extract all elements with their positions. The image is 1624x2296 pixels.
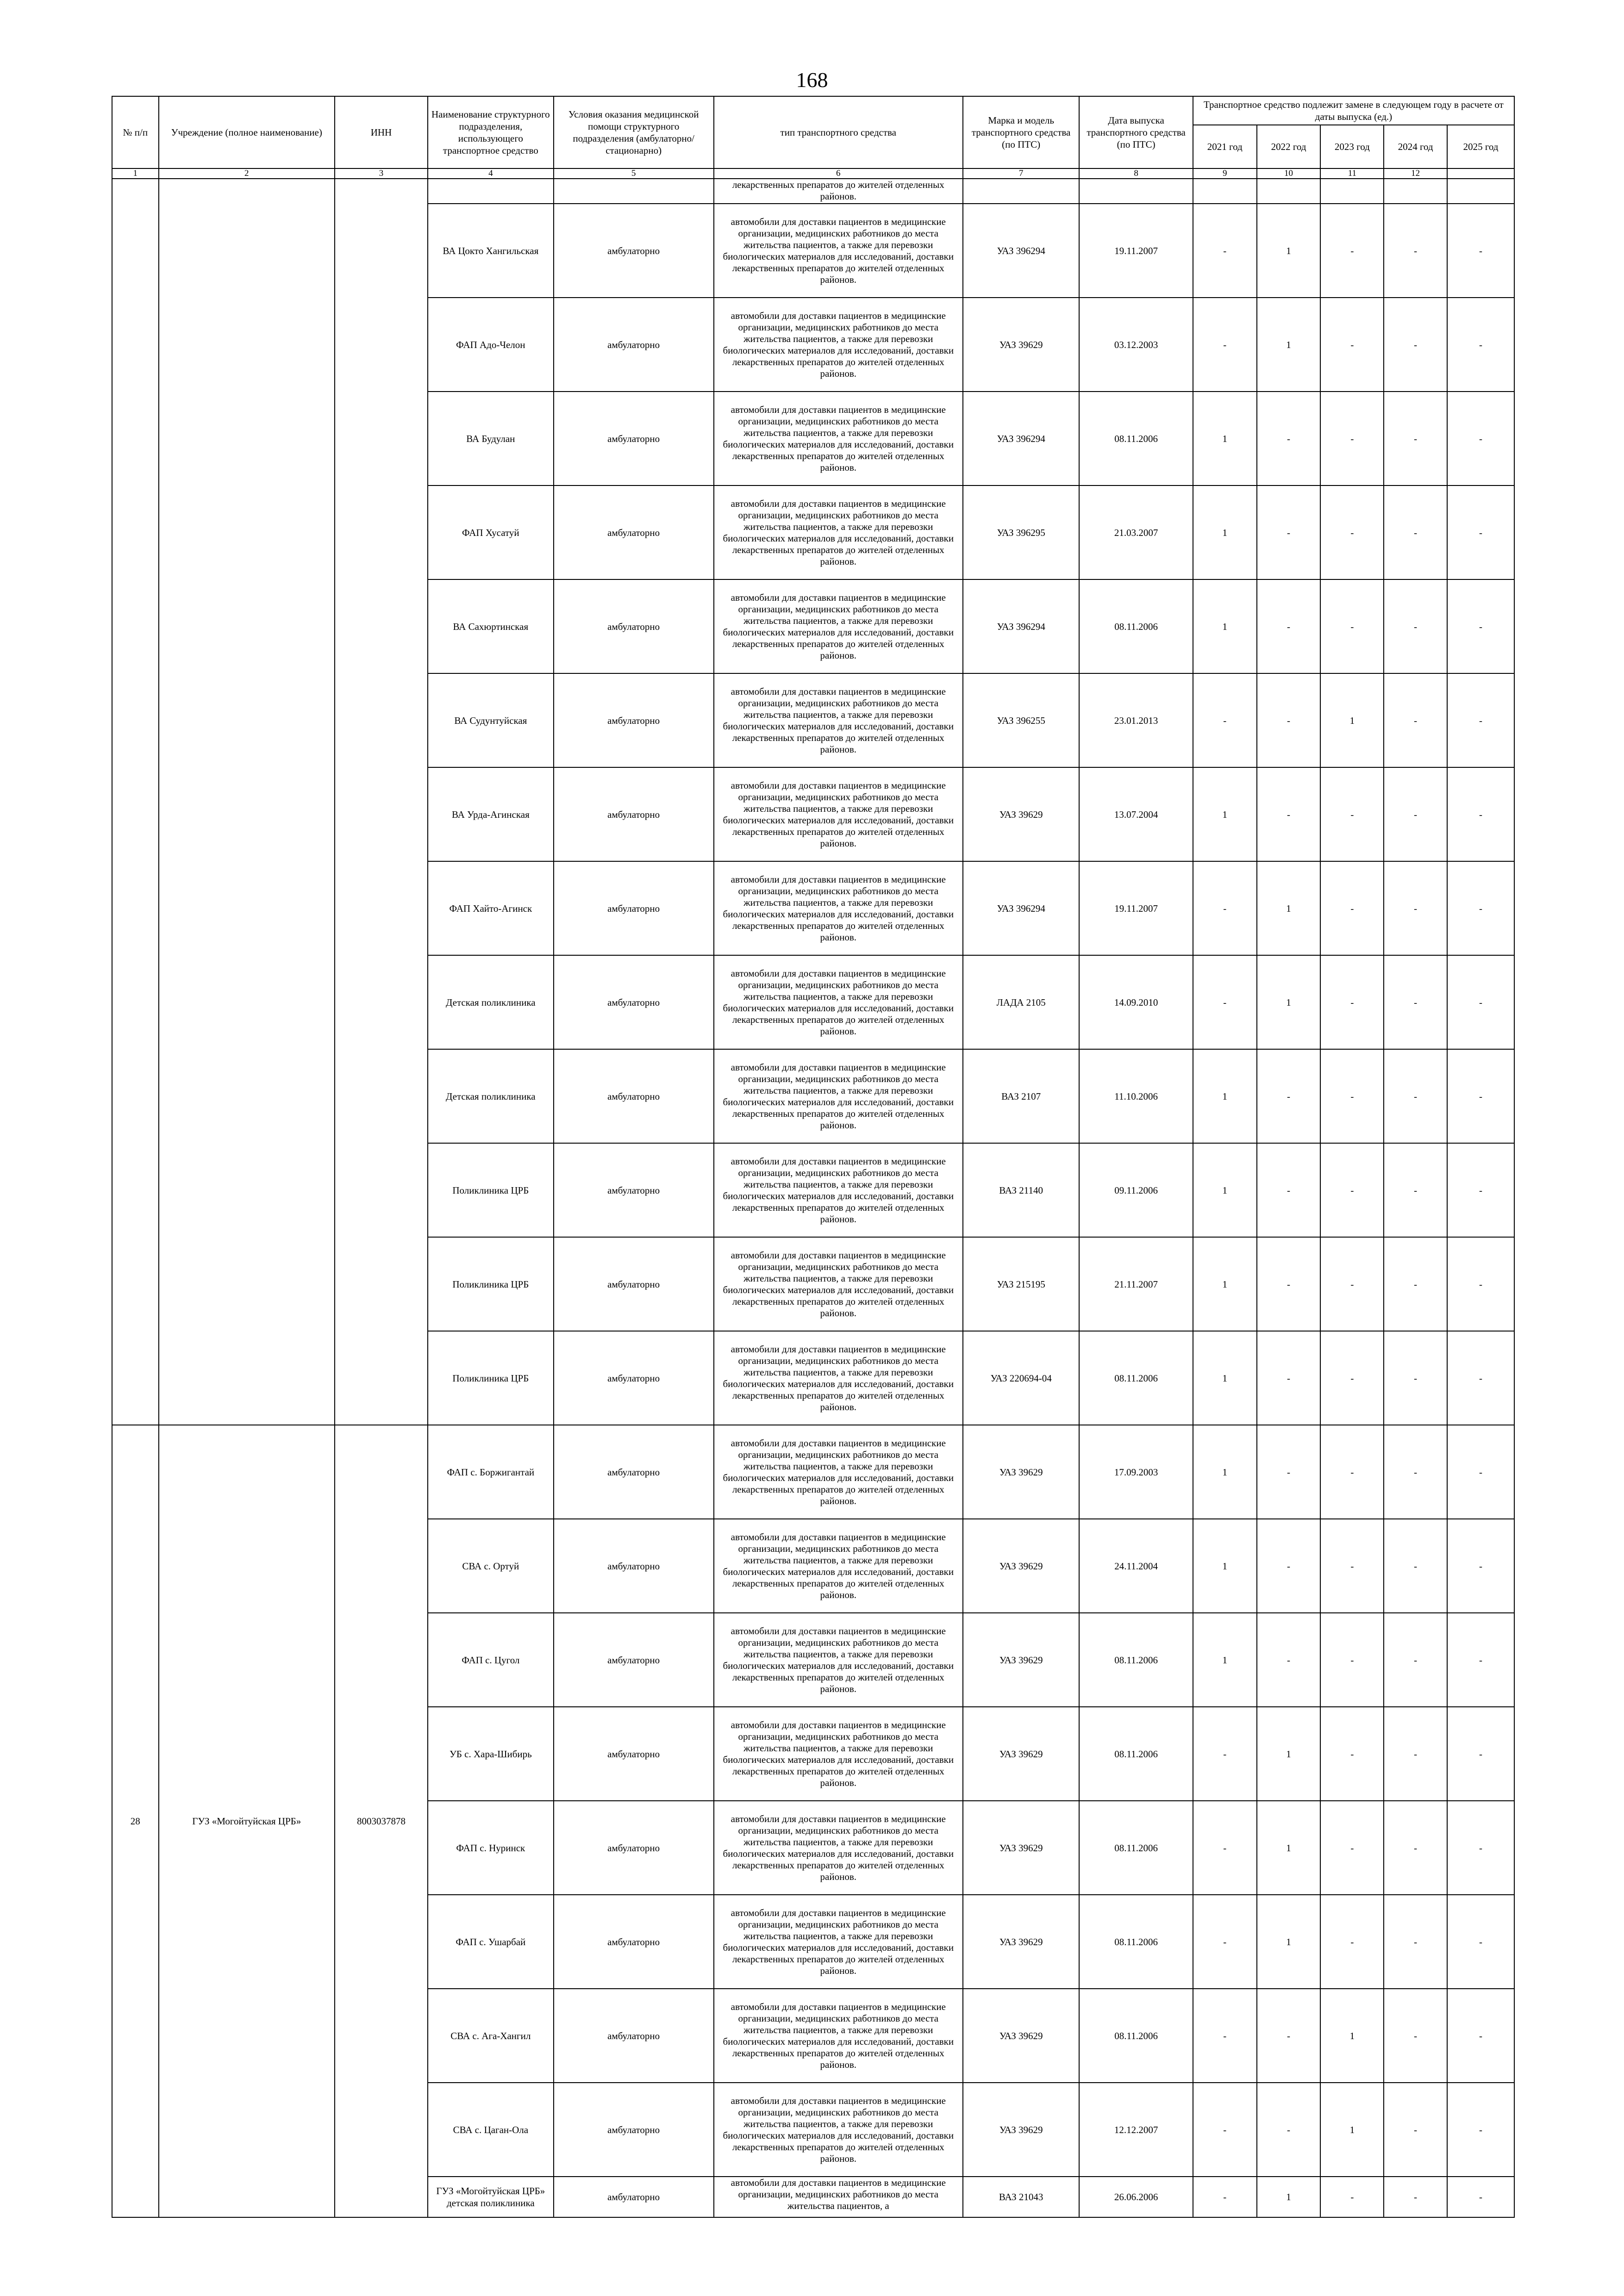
model-cell: УАЗ 39629 [963, 1519, 1079, 1613]
subdivision-cell: Поликлиника ЦРБ [428, 1143, 554, 1237]
conditions-cell: амбулаторно [554, 1237, 714, 1331]
year-2022-cell: 1 [1257, 298, 1321, 392]
year-2021-cell: - [1193, 861, 1257, 955]
subdivision-cell: ВА Будулан [428, 392, 554, 485]
conditions-cell: амбулаторно [554, 1707, 714, 1801]
year-2023-cell: - [1320, 485, 1384, 579]
subdivision-cell: Детская поликлиника [428, 955, 554, 1049]
year-2022-cell: - [1257, 1519, 1321, 1613]
empty-cell [1320, 179, 1384, 204]
year-2021-cell: - [1193, 1989, 1257, 2083]
conditions-cell: амбулаторно [554, 485, 714, 579]
vehicle-type-cell: автомобили для доставки пациентов в медицинские организации, медицинских работников до места жительства пациентов, а также для перевозки биологических материалов для исследований, доставки лекарственных препаратов до жителей отделенных районов. [714, 1331, 963, 1425]
vehicle-replacement-table [112, 96, 1515, 2218]
model-cell: УАЗ 39629 [963, 1989, 1079, 2083]
subdivision-cell: Детская поликлиника [428, 1049, 554, 1143]
conditions-cell: амбулаторно [554, 204, 714, 298]
subdivision-cell: ФАП Адо-Челон [428, 298, 554, 392]
subdivision-cell: СВА с. Цаган-Ола [428, 2083, 554, 2177]
vehicle-type-cell: автомобили для доставки пациентов в медицинские организации, медицинских работников до места жительства пациентов, а также для перевозки биологических материалов для исследований, доставки лекарственных препаратов до жителей отделенных районов. [714, 861, 963, 955]
year-2022-cell: - [1257, 767, 1321, 861]
empty-cell [1384, 179, 1447, 204]
year-2025-cell: - [1447, 1519, 1514, 1613]
vehicle-type-cell: автомобили для доставки пациентов в медицинские организации, медицинских работников до места жительства пациентов, а также для перевозки биологических материалов для исследований, доставки лекарственных препаратов до жителей отделенных районов. [714, 1801, 963, 1895]
year-2024-cell: - [1384, 1895, 1447, 1989]
model-cell: УАЗ 39629 [963, 298, 1079, 392]
conditions-cell: амбулаторно [554, 1801, 714, 1895]
subdivision-cell [428, 179, 554, 204]
year-2023-cell: - [1320, 1425, 1384, 1519]
column-number: 7 [963, 168, 1079, 179]
model-cell: УАЗ 39629 [963, 1707, 1079, 1801]
column-number: 10 [1257, 168, 1321, 179]
year-2021-cell: 1 [1193, 767, 1257, 861]
year-2023-cell: - [1320, 767, 1384, 861]
conditions-cell: амбулаторно [554, 2083, 714, 2177]
year-2021-cell: - [1193, 298, 1257, 392]
vehicle-type-cell: автомобили для доставки пациентов в медицинские организации, медицинских работников до места жительства пациентов, а также для перевозки биологических материалов для исследований, доставки лекарственных препаратов до жителей отделенных районов. [714, 392, 963, 485]
release-date-cell: 26.06.2006 [1079, 2177, 1193, 2217]
year-2021-cell: 1 [1193, 392, 1257, 485]
conditions-cell: амбулаторно [554, 767, 714, 861]
year-2024-cell: - [1384, 579, 1447, 673]
header-institution: Учреждение (полное наименование) [159, 96, 335, 168]
year-2022-cell: - [1257, 1613, 1321, 1707]
year-2021-cell: 1 [1193, 1049, 1257, 1143]
year-2022-cell: 1 [1257, 955, 1321, 1049]
year-2022-cell: - [1257, 485, 1321, 579]
conditions-cell: амбулаторно [554, 1989, 714, 2083]
column-number: 2 [159, 168, 335, 179]
vehicle-type-cell: автомобили для доставки пациентов в медицинские организации, медицинских работников до места жительства пациентов, а [714, 2177, 963, 2217]
year-2023-cell: - [1320, 1707, 1384, 1801]
model-cell: ВАЗ 21140 [963, 1143, 1079, 1237]
model-cell: УАЗ 396294 [963, 579, 1079, 673]
model-cell: ВАЗ 21043 [963, 2177, 1079, 2217]
year-2023-cell: - [1320, 1143, 1384, 1237]
subdivision-cell: СВА с. Ортуй [428, 1519, 554, 1613]
release-date-cell: 12.12.2007 [1079, 2083, 1193, 2177]
year-2023-cell: - [1320, 1613, 1384, 1707]
conditions-cell: амбулаторно [554, 1895, 714, 1989]
release-date-cell: 21.11.2007 [1079, 1237, 1193, 1331]
model-cell: УАЗ 39629 [963, 1425, 1079, 1519]
subdivision-cell: ФАП с. Боржигантай [428, 1425, 554, 1519]
year-2021-cell: 1 [1193, 1237, 1257, 1331]
year-2022-cell: 1 [1257, 1801, 1321, 1895]
subdivision-cell: ФАП Хусатуй [428, 485, 554, 579]
year-2024-cell: - [1384, 1049, 1447, 1143]
header-year-2025: 2025 год [1447, 125, 1514, 168]
year-2022-cell: - [1257, 1143, 1321, 1237]
release-date-cell: 08.11.2006 [1079, 579, 1193, 673]
subdivision-cell: ФАП с. Ушарбай [428, 1895, 554, 1989]
model-cell: УАЗ 396294 [963, 204, 1079, 298]
vehicle-type-cell: автомобили для доставки пациентов в медицинские организации, медицинских работников до места жительства пациентов, а также для перевозки биологических материалов для исследований, доставки лекарственных препаратов до жителей отделенных районов. [714, 204, 963, 298]
year-2025-cell: - [1447, 2083, 1514, 2177]
release-date-cell: 08.11.2006 [1079, 1613, 1193, 1707]
empty-cell [963, 179, 1079, 204]
conditions-cell: амбулаторно [554, 673, 714, 767]
inn-cell [335, 179, 428, 1425]
conditions-cell: амбулаторно [554, 861, 714, 955]
vehicle-type-cell: автомобили для доставки пациентов в медицинские организации, медицинских работников до места жительства пациентов, а также для перевозки биологических материалов для исследований, доставки лекарственных препаратов до жителей отделенных районов. [714, 673, 963, 767]
year-2022-cell: - [1257, 1331, 1321, 1425]
table-row-continuation [112, 179, 1514, 204]
vehicle-type-cell: автомобили для доставки пациентов в медицинские организации, медицинских работников до места жительства пациентов, а также для перевозки биологических материалов для исследований, доставки лекарственных препаратов до жителей отделенных районов. [714, 1613, 963, 1707]
release-date-cell: 08.11.2006 [1079, 1989, 1193, 2083]
empty-cell [1079, 179, 1193, 204]
year-2024-cell: - [1384, 1425, 1447, 1519]
table-row [112, 1425, 1514, 1519]
year-2025-cell: - [1447, 485, 1514, 579]
column-number-row [112, 168, 1514, 179]
year-2025-cell: - [1447, 1989, 1514, 2083]
subdivision-cell: Поликлиника ЦРБ [428, 1237, 554, 1331]
year-2021-cell: - [1193, 1895, 1257, 1989]
year-2024-cell: - [1384, 1331, 1447, 1425]
column-number [1447, 168, 1514, 179]
year-2022-cell: - [1257, 1237, 1321, 1331]
year-2022-cell: - [1257, 1425, 1321, 1519]
year-2021-cell: - [1193, 955, 1257, 1049]
model-cell: УАЗ 396255 [963, 673, 1079, 767]
vehicle-type-cell: автомобили для доставки пациентов в медицинские организации, медицинских работников до места жительства пациентов, а также для перевозки биологических материалов для исследований, доставки лекарственных препаратов до жителей отделенных районов. [714, 767, 963, 861]
release-date-cell: 21.03.2007 [1079, 485, 1193, 579]
year-2024-cell: - [1384, 392, 1447, 485]
column-number: 6 [714, 168, 963, 179]
vehicle-type-cell: автомобили для доставки пациентов в медицинские организации, медицинских работников до места жительства пациентов, а также для перевозки биологических материалов для исследований, доставки лекарственных препаратов до жителей отделенных районов. [714, 955, 963, 1049]
subdivision-cell: Поликлиника ЦРБ [428, 1331, 554, 1425]
year-2022-cell: 1 [1257, 1707, 1321, 1801]
vehicle-type-cell: автомобили для доставки пациентов в медицинские организации, медицинских работников до места жительства пациентов, а также для перевозки биологических материалов для исследований, доставки лекарственных препаратов до жителей отделенных районов. [714, 1049, 963, 1143]
year-2021-cell: 1 [1193, 579, 1257, 673]
year-2023-cell: 1 [1320, 673, 1384, 767]
year-2022-cell: - [1257, 673, 1321, 767]
row-number-cell [112, 179, 159, 1425]
header-replacement: Транспортное средство подлежит замене в следующем году в расчете от даты выпуска (ед.) [1193, 96, 1514, 125]
subdivision-cell: ВА Урда-Агинская [428, 767, 554, 861]
year-2022-cell: 1 [1257, 861, 1321, 955]
year-2025-cell: - [1447, 673, 1514, 767]
year-2022-cell: 1 [1257, 1895, 1321, 1989]
vehicle-type-cell: автомобили для доставки пациентов в медицинские организации, медицинских работников до места жительства пациентов, а также для перевозки биологических материалов для исследований, доставки лекарственных препаратов до жителей отделенных районов. [714, 1425, 963, 1519]
year-2025-cell: - [1447, 1707, 1514, 1801]
release-date-cell: 13.07.2004 [1079, 767, 1193, 861]
conditions-cell: амбулаторно [554, 392, 714, 485]
year-2023-cell: - [1320, 579, 1384, 673]
release-date-cell: 08.11.2006 [1079, 392, 1193, 485]
subdivision-cell: ВА Цокто Хангильская [428, 204, 554, 298]
year-2022-cell: - [1257, 579, 1321, 673]
conditions-cell: амбулаторно [554, 2177, 714, 2217]
year-2025-cell: - [1447, 2177, 1514, 2217]
model-cell: УАЗ 39629 [963, 1613, 1079, 1707]
year-2021-cell: - [1193, 204, 1257, 298]
year-2023-cell: - [1320, 1519, 1384, 1613]
model-cell: УАЗ 39629 [963, 1895, 1079, 1989]
subdivision-cell: ВА Сахюртинская [428, 579, 554, 673]
model-cell: УАЗ 396295 [963, 485, 1079, 579]
year-2024-cell: - [1384, 298, 1447, 392]
conditions-cell: амбулаторно [554, 1519, 714, 1613]
page-number: 168 [796, 68, 828, 92]
year-2022-cell: - [1257, 1989, 1321, 2083]
subdivision-cell: СВА с. Ага-Хангил [428, 1989, 554, 2083]
release-date-cell: 08.11.2006 [1079, 1801, 1193, 1895]
year-2025-cell: - [1447, 1237, 1514, 1331]
column-number: 8 [1079, 168, 1193, 179]
header-year-2021: 2021 год [1193, 125, 1257, 168]
release-date-cell: 24.11.2004 [1079, 1519, 1193, 1613]
conditions-cell: амбулаторно [554, 1425, 714, 1519]
year-2025-cell: - [1447, 955, 1514, 1049]
subdivision-cell: ФАП с. Нуринск [428, 1801, 554, 1895]
year-2025-cell: - [1447, 1613, 1514, 1707]
year-2021-cell: 1 [1193, 1331, 1257, 1425]
year-2024-cell: - [1384, 767, 1447, 861]
year-2023-cell: 1 [1320, 1989, 1384, 2083]
model-cell: УАЗ 39629 [963, 1801, 1079, 1895]
year-2023-cell: - [1320, 1237, 1384, 1331]
header-model: Марка и модель транспортного средства (по ПТС) [963, 96, 1079, 168]
conditions-cell: амбулаторно [554, 298, 714, 392]
year-2025-cell: - [1447, 1425, 1514, 1519]
year-2024-cell: - [1384, 204, 1447, 298]
model-cell: ЛАДА 2105 [963, 955, 1079, 1049]
release-date-cell: 23.01.2013 [1079, 673, 1193, 767]
year-2024-cell: - [1384, 861, 1447, 955]
year-2023-cell: - [1320, 2177, 1384, 2217]
model-cell: УАЗ 215195 [963, 1237, 1079, 1331]
year-2021-cell: - [1193, 1707, 1257, 1801]
year-2024-cell: - [1384, 1519, 1447, 1613]
year-2023-cell: - [1320, 1801, 1384, 1895]
institution-cell: ГУЗ «Могойтуйская ЦРБ» [159, 1425, 335, 2217]
year-2021-cell: 1 [1193, 485, 1257, 579]
header-year-2023: 2023 год [1320, 125, 1384, 168]
year-2021-cell: 1 [1193, 1613, 1257, 1707]
empty-cell [1193, 179, 1257, 204]
column-number: 9 [1193, 168, 1257, 179]
vehicle-type-cell: автомобили для доставки пациентов в медицинские организации, медицинских работников до места жительства пациентов, а также для перевозки биологических материалов для исследований, доставки лекарственных препаратов до жителей отделенных районов. [714, 1895, 963, 1989]
year-2021-cell: - [1193, 1801, 1257, 1895]
year-2023-cell: - [1320, 298, 1384, 392]
year-2021-cell: - [1193, 2177, 1257, 2217]
release-date-cell: 03.12.2003 [1079, 298, 1193, 392]
column-number: 12 [1384, 168, 1447, 179]
release-date-cell: 11.10.2006 [1079, 1049, 1193, 1143]
conditions-cell: амбулаторно [554, 955, 714, 1049]
release-date-cell: 09.11.2006 [1079, 1143, 1193, 1237]
vehicle-type-cell: автомобили для доставки пациентов в медицинские организации, медицинских работников до места жительства пациентов, а также для перевозки биологических материалов для исследований, доставки лекарственных препаратов до жителей отделенных районов. [714, 579, 963, 673]
column-number: 11 [1320, 168, 1384, 179]
model-cell: ВАЗ 2107 [963, 1049, 1079, 1143]
subdivision-cell: ГУЗ «Могойтуйская ЦРБ» детская поликлиника [428, 2177, 554, 2217]
year-2024-cell: - [1384, 673, 1447, 767]
year-2025-cell: - [1447, 1895, 1514, 1989]
conditions-cell: амбулаторно [554, 1049, 714, 1143]
year-2025-cell: - [1447, 298, 1514, 392]
year-2023-cell: - [1320, 1895, 1384, 1989]
release-date-cell: 14.09.2010 [1079, 955, 1193, 1049]
header-subdivision: Наименование структурного подразделения, использующего транспортное средство [428, 96, 554, 168]
conditions-cell [554, 179, 714, 204]
model-cell: УАЗ 396294 [963, 861, 1079, 955]
year-2022-cell: 1 [1257, 204, 1321, 298]
year-2023-cell: - [1320, 861, 1384, 955]
vehicle-type-cell: автомобили для доставки пациентов в медицинские организации, медицинских работников до места жительства пациентов, а также для перевозки биологических материалов для исследований, доставки лекарственных препаратов до жителей отделенных районов. [714, 1237, 963, 1331]
header-vehicle-type: тип транспортного средства [714, 96, 963, 168]
header-year-2024: 2024 год [1384, 125, 1447, 168]
year-2024-cell: - [1384, 1613, 1447, 1707]
year-2025-cell: - [1447, 1801, 1514, 1895]
column-number: 4 [428, 168, 554, 179]
vehicle-type-cell: лекарственных препаратов до жителей отделенных районов. [714, 179, 963, 204]
conditions-cell: амбулаторно [554, 1143, 714, 1237]
vehicle-type-cell: автомобили для доставки пациентов в медицинские организации, медицинских работников до места жительства пациентов, а также для перевозки биологических материалов для исследований, доставки лекарственных препаратов до жителей отделенных районов. [714, 1143, 963, 1237]
header-inn: ИНН [335, 96, 428, 168]
year-2023-cell: - [1320, 1049, 1384, 1143]
column-number: 5 [554, 168, 714, 179]
release-date-cell: 19.11.2007 [1079, 861, 1193, 955]
inn-cell: 8003037878 [335, 1425, 428, 2217]
year-2025-cell: - [1447, 1143, 1514, 1237]
year-2023-cell: 1 [1320, 2083, 1384, 2177]
year-2023-cell: - [1320, 204, 1384, 298]
year-2021-cell: 1 [1193, 1425, 1257, 1519]
year-2022-cell: - [1257, 392, 1321, 485]
vehicle-type-cell: автомобили для доставки пациентов в медицинские организации, медицинских работников до места жительства пациентов, а также для перевозки биологических материалов для исследований, доставки лекарственных препаратов до жителей отделенных районов. [714, 485, 963, 579]
year-2024-cell: - [1384, 485, 1447, 579]
release-date-cell: 19.11.2007 [1079, 204, 1193, 298]
release-date-cell: 08.11.2006 [1079, 1707, 1193, 1801]
year-2025-cell: - [1447, 1331, 1514, 1425]
vehicle-type-cell: автомобили для доставки пациентов в медицинские организации, медицинских работников до места жительства пациентов, а также для перевозки биологических материалов для исследований, доставки лекарственных препаратов до жителей отделенных районов. [714, 1989, 963, 2083]
year-2025-cell: - [1447, 392, 1514, 485]
year-2024-cell: - [1384, 1143, 1447, 1237]
year-2024-cell: - [1384, 2177, 1447, 2217]
conditions-cell: амбулаторно [554, 1331, 714, 1425]
model-cell: УАЗ 396294 [963, 392, 1079, 485]
model-cell: УАЗ 39629 [963, 2083, 1079, 2177]
subdivision-cell: ФАП с. Цугол [428, 1613, 554, 1707]
column-number: 1 [112, 168, 159, 179]
year-2022-cell: 1 [1257, 2177, 1321, 2217]
release-date-cell: 08.11.2006 [1079, 1895, 1193, 1989]
vehicle-type-cell: автомобили для доставки пациентов в медицинские организации, медицинских работников до места жительства пациентов, а также для перевозки биологических материалов для исследований, доставки лекарственных препаратов до жителей отделенных районов. [714, 1519, 963, 1613]
year-2022-cell: - [1257, 2083, 1321, 2177]
subdivision-cell: УБ с. Хара-Шибирь [428, 1707, 554, 1801]
year-2025-cell: - [1447, 204, 1514, 298]
year-2024-cell: - [1384, 2083, 1447, 2177]
model-cell: УАЗ 39629 [963, 767, 1079, 861]
year-2024-cell: - [1384, 1801, 1447, 1895]
year-2021-cell: 1 [1193, 1143, 1257, 1237]
empty-cell [1447, 179, 1514, 204]
model-cell: УАЗ 220694-04 [963, 1331, 1079, 1425]
release-date-cell: 08.11.2006 [1079, 1331, 1193, 1425]
year-2025-cell: - [1447, 1049, 1514, 1143]
year-2021-cell: - [1193, 2083, 1257, 2177]
row-number-cell: 28 [112, 1425, 159, 2217]
year-2023-cell: - [1320, 1331, 1384, 1425]
year-2025-cell: - [1447, 767, 1514, 861]
year-2023-cell: - [1320, 955, 1384, 1049]
year-2021-cell: - [1193, 673, 1257, 767]
year-2021-cell: 1 [1193, 1519, 1257, 1613]
year-2025-cell: - [1447, 861, 1514, 955]
header-num: № п/п [112, 96, 159, 168]
year-2023-cell: - [1320, 392, 1384, 485]
conditions-cell: амбулаторно [554, 1613, 714, 1707]
header-year-2022: 2022 год [1257, 125, 1321, 168]
release-date-cell: 17.09.2003 [1079, 1425, 1193, 1519]
header-conditions: Условия оказания медицинской помощи структурного подразделения (амбулаторно/стационарно) [554, 96, 714, 168]
header-release-date: Дата выпуска транспортного средства (по ПТС) [1079, 96, 1193, 168]
empty-cell [1257, 179, 1321, 204]
subdivision-cell: ФАП Хайто-Агинск [428, 861, 554, 955]
year-2022-cell: - [1257, 1049, 1321, 1143]
column-number: 3 [335, 168, 428, 179]
year-2024-cell: - [1384, 1989, 1447, 2083]
year-2024-cell: - [1384, 1237, 1447, 1331]
year-2025-cell: - [1447, 579, 1514, 673]
vehicle-type-cell: автомобили для доставки пациентов в медицинские организации, медицинских работников до места жительства пациентов, а также для перевозки биологических материалов для исследований, доставки лекарственных препаратов до жителей отделенных районов. [714, 298, 963, 392]
year-2024-cell: - [1384, 1707, 1447, 1801]
vehicle-type-cell: автомобили для доставки пациентов в медицинские организации, медицинских работников до места жительства пациентов, а также для перевозки биологических материалов для исследований, доставки лекарственных препаратов до жителей отделенных районов. [714, 1707, 963, 1801]
institution-cell [159, 179, 335, 1425]
conditions-cell: амбулаторно [554, 579, 714, 673]
subdivision-cell: ВА Судунтуйская [428, 673, 554, 767]
year-2024-cell: - [1384, 955, 1447, 1049]
vehicle-type-cell: автомобили для доставки пациентов в медицинские организации, медицинских работников до места жительства пациентов, а также для перевозки биологических материалов для исследований, доставки лекарственных препаратов до жителей отделенных районов. [714, 2083, 963, 2177]
